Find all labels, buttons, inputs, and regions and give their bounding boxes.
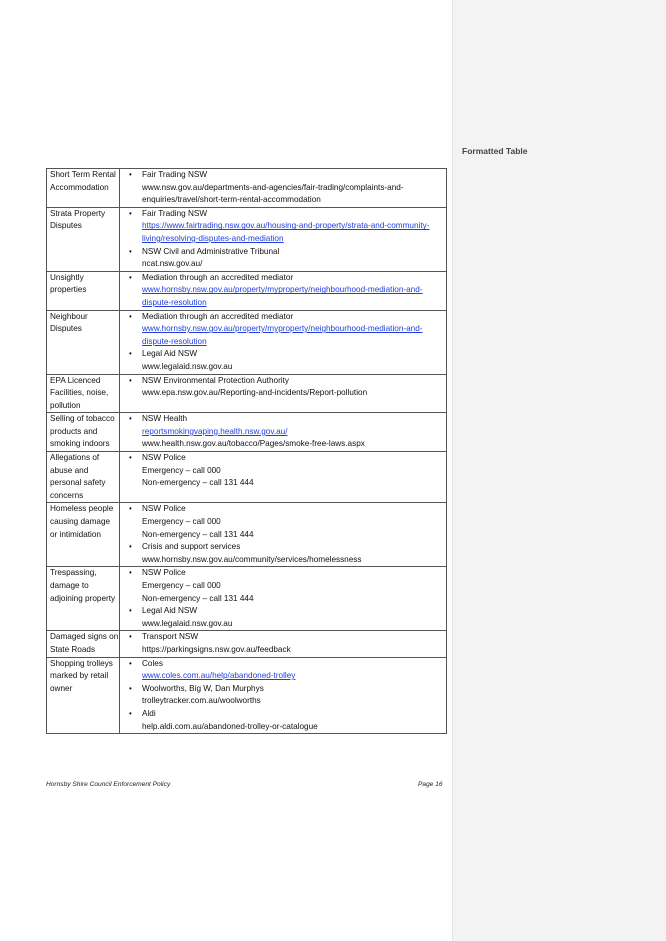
resource-item [129, 683, 446, 708]
bullet-icon: • [129, 349, 132, 359]
resource-name: NSW Police [142, 453, 186, 463]
footer-document-title: Hornsby Shire Council Enforcement Policy [46, 781, 171, 788]
resources-cell [120, 413, 447, 452]
bullet-icon: • [129, 683, 132, 693]
resource-item [129, 631, 446, 656]
resource-name: Woolworths, Big W, Dan Murphys [142, 683, 264, 693]
resource-list [123, 413, 446, 451]
table-row [47, 452, 447, 503]
bullet-icon: • [129, 208, 132, 218]
resource-link[interactable]: https://www.fairtrading.nsw.gov.au/housing-and-property/strata-and-community-living/resolving-disputes-and-mediation [142, 221, 430, 243]
table-row [47, 271, 447, 310]
bullet-icon: • [129, 504, 132, 514]
resources-cell [120, 310, 447, 374]
resource-list [123, 658, 446, 734]
resource-detail: Non-emergency – call 131 444 [142, 529, 254, 539]
resource-link[interactable]: www.hornsby.nsw.gov.au/property/myproperty/neighbourhood-mediation-and-dispute-resolution [142, 324, 423, 346]
resource-name: Legal Aid NSW [142, 349, 198, 359]
table-row [47, 631, 447, 657]
bullet-icon: • [129, 414, 132, 424]
resource-name: Mediation through an accredited mediator [142, 311, 294, 321]
resources-cell [120, 207, 447, 271]
category-cell: Short Term Rental Accommodation [47, 169, 120, 208]
bullet-icon: • [129, 246, 132, 256]
resource-name: NSW Police [142, 568, 186, 578]
bullet-icon: • [129, 542, 132, 552]
resource-name: NSW Civil and Administrative Tribunal [142, 246, 280, 256]
resources-cell [120, 631, 447, 657]
resources-cell [120, 503, 447, 567]
resource-list [123, 375, 446, 400]
table-row [47, 169, 447, 208]
resource-list [123, 567, 446, 630]
bullet-icon: • [129, 632, 132, 642]
resource-name: Coles [142, 658, 163, 668]
resource-detail: Emergency – call 000 [142, 581, 221, 590]
resource-item [129, 452, 446, 490]
bullet-icon: • [129, 708, 132, 718]
resource-detail: help.aldi.com.au/abandoned-trolley-or-catalogue [142, 721, 318, 731]
resource-detail: Emergency – call 000 [142, 517, 221, 527]
resource-link[interactable]: www.coles.com.au/help/abandoned-trolley [142, 671, 296, 681]
resource-list [123, 169, 446, 207]
resource-detail: www.epa.nsw.gov.au/Reporting-and-incidents/Report-pollution [142, 388, 368, 398]
resource-name: Transport NSW [142, 632, 199, 642]
resource-item [129, 658, 446, 683]
footer-page-number: Page 16 [418, 781, 443, 788]
resources-cell [120, 452, 447, 503]
referral-table-body [47, 169, 447, 734]
resource-name: Fair Trading NSW [142, 208, 208, 218]
table-row [47, 310, 447, 374]
resource-name: Fair Trading NSW [142, 170, 208, 179]
resource-detail: Non-emergency – call 131 444 [142, 593, 254, 603]
table-row [47, 207, 447, 271]
bullet-icon: • [129, 375, 132, 385]
bullet-icon: • [129, 311, 132, 321]
resource-link[interactable]: www.hornsby.nsw.gov.au/property/myproperty/neighbourhood-mediation-and-dispute-resolution [142, 285, 423, 307]
category-cell: Strata Property Disputes [47, 207, 120, 271]
resource-detail: trolleytracker.com.au/woolworths [142, 696, 261, 706]
comment-pane [452, 0, 666, 941]
resource-link[interactable]: reportsmokingvaping.health.nsw.gov.au/ [142, 426, 288, 436]
resource-name: Legal Aid NSW [142, 606, 198, 616]
category-cell: EPA Licenced Facilities, noise, pollution [47, 374, 120, 413]
bullet-icon: • [129, 658, 132, 668]
resource-item [129, 208, 446, 246]
resource-name: NSW Environmental Protection Authority [142, 375, 289, 385]
resource-item [129, 567, 446, 605]
resource-detail: Non-emergency – call 131 444 [142, 478, 254, 488]
resource-name: Crisis and support services [142, 542, 241, 552]
table-row [47, 567, 447, 631]
resource-list [123, 503, 446, 566]
table-row [47, 374, 447, 413]
resource-detail: Emergency – call 000 [142, 465, 221, 475]
resource-item [129, 413, 446, 451]
bullet-icon: • [129, 568, 132, 578]
resource-list [123, 452, 446, 490]
category-cell: Shopping trolleys marked by retail owner [47, 657, 120, 734]
formatted-table-comment: Formatted Table [462, 146, 528, 156]
resources-cell [120, 169, 447, 208]
referral-table [46, 168, 447, 734]
bullet-icon: • [129, 170, 132, 179]
resources-cell [120, 374, 447, 413]
resources-cell [120, 567, 447, 631]
resource-name: Mediation through an accredited mediator [142, 272, 294, 282]
resource-detail: www.nsw.gov.au/departments-and-agencies/fair-trading/complaints-and-enquiries/travel/short-term-rental-accommodation [142, 182, 404, 205]
resource-item [129, 311, 446, 349]
resource-name: NSW Health [142, 414, 188, 424]
category-cell: Damaged signs on State Roads [47, 631, 120, 657]
category-cell: Allegations of abuse and personal safety concerns [47, 452, 120, 503]
resource-item [129, 708, 446, 733]
resource-item [129, 605, 446, 630]
resource-list [123, 272, 446, 310]
resource-detail: www.health.nsw.gov.au/tobacco/Pages/smoke-free-laws.aspx [142, 439, 365, 449]
category-cell: Unsightly properties [47, 271, 120, 310]
resources-cell [120, 271, 447, 310]
resource-detail: ncat.nsw.gov.au/ [142, 259, 203, 269]
resource-item [129, 503, 446, 541]
resource-detail: www.legalaid.nsw.gov.au [142, 361, 233, 371]
resource-item [129, 348, 446, 373]
table-row [47, 413, 447, 452]
resource-list [123, 208, 446, 271]
category-cell: Selling of tobacco products and smoking indoors [47, 413, 120, 452]
category-cell: Trespassing, damage to adjoining property [47, 567, 120, 631]
resource-item [129, 272, 446, 310]
bullet-icon: • [129, 272, 132, 282]
resource-name: NSW Police [142, 504, 186, 514]
bullet-icon: • [129, 606, 132, 616]
bullet-icon: • [129, 453, 132, 463]
table-row [47, 503, 447, 567]
category-cell: Homeless people causing damage or intimidation [47, 503, 120, 567]
resource-list [123, 631, 446, 656]
resources-cell [120, 657, 447, 734]
resource-detail: www.hornsby.nsw.gov.au/community/services/homelessness [142, 554, 362, 564]
resource-item [129, 375, 446, 400]
resource-list [123, 311, 446, 374]
resource-item [129, 246, 446, 271]
resource-name: Aldi [142, 708, 156, 718]
table-row [47, 657, 447, 734]
resource-item [129, 169, 446, 207]
resource-item [129, 541, 446, 566]
resource-detail: www.legalaid.nsw.gov.au [142, 618, 233, 628]
category-cell: Neighbour Disputes [47, 310, 120, 374]
resource-detail: https://parkingsigns.nsw.gov.au/feedback [142, 644, 291, 654]
